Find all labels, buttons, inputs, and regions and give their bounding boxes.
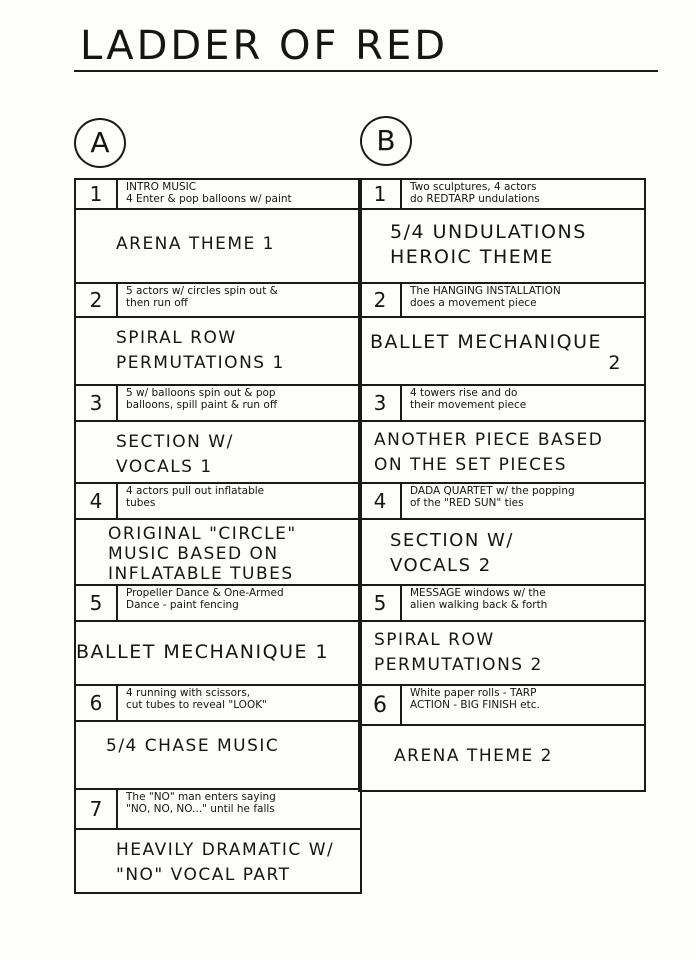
a-theme-row-4	[76, 520, 360, 586]
column-a-table	[74, 178, 362, 894]
b-theme-row-6	[360, 726, 644, 792]
b-theme-number: 2	[608, 352, 622, 374]
b-cue-number: 2	[360, 284, 402, 316]
b-cue-row-6	[360, 686, 644, 726]
b-cue-description: MESSAGE windows w/ the alien walking back & forth	[410, 587, 548, 611]
b-theme-text: BALLET MECHANIQUE	[370, 331, 602, 353]
a-theme-row-2	[76, 318, 360, 386]
title-underline	[74, 70, 658, 72]
b-theme-row-2	[360, 318, 644, 386]
a-cue-row-7	[76, 790, 360, 830]
page-title: LADDER OF RED	[80, 23, 449, 69]
a-cue-number: 6	[76, 686, 118, 720]
a-theme-row-6	[76, 722, 360, 790]
b-theme-row-1	[360, 210, 644, 284]
column-a-label: A	[90, 126, 110, 159]
a-cue-description: 5 actors w/ circles spin out & then run off	[126, 285, 278, 309]
b-theme-row-5	[360, 622, 644, 686]
b-theme-text: ARENA THEME 2	[394, 746, 553, 766]
a-cue-number: 2	[76, 284, 118, 316]
b-cue-row-3	[360, 386, 644, 422]
a-theme-row-1	[76, 210, 360, 284]
a-cue-row-4	[76, 484, 360, 520]
a-theme-text: HEAVILY DRAMATIC W/ "NO" VOCAL PART	[116, 840, 335, 885]
b-cue-description: White paper rolls - TARP ACTION - BIG FINISH etc.	[410, 687, 540, 711]
b-theme-row-4	[360, 520, 644, 586]
b-theme-text: ANOTHER PIECE BASED ON THE SET PIECES	[374, 430, 604, 475]
a-cue-row-6	[76, 686, 360, 722]
b-cue-description: 4 towers rise and do their movement piece	[410, 387, 527, 411]
b-theme-text: SECTION W/ VOCALS 2	[390, 530, 514, 576]
a-cue-description: The "NO" man enters saying "NO, NO, NO..." until he falls	[126, 791, 276, 815]
a-cue-number: 1	[76, 180, 118, 208]
b-cue-row-4	[360, 484, 644, 520]
column-a-circle	[74, 118, 126, 168]
a-cue-row-2	[76, 284, 360, 318]
a-theme-text: ARENA THEME 1	[116, 234, 275, 254]
a-cue-number: 4	[76, 484, 118, 518]
a-theme-text: ORIGINAL "CIRCLE" MUSIC BASED ON INFLATABLE TUBES	[108, 524, 297, 584]
a-theme-row-7	[76, 830, 360, 894]
b-cue-row-1	[360, 180, 644, 210]
b-cue-number: 6	[360, 686, 402, 724]
column-b-label: B	[376, 124, 396, 157]
a-theme-text: BALLET MECHANIQUE 1	[76, 641, 330, 663]
b-theme-row-3	[360, 422, 644, 484]
b-cue-description: Two sculptures, 4 actors do REDTARP undulations	[410, 181, 540, 205]
b-cue-number: 4	[360, 484, 402, 518]
b-cue-row-5	[360, 586, 644, 622]
b-cue-row-2	[360, 284, 644, 318]
a-cue-number: 7	[76, 790, 118, 828]
column-b-table	[358, 178, 646, 792]
a-cue-description: 4 running with scissors, cut tubes to reveal "LOOK"	[126, 687, 267, 711]
a-cue-row-5	[76, 586, 360, 622]
a-cue-number: 3	[76, 386, 118, 420]
a-cue-row-1	[76, 180, 360, 210]
a-theme-row-5	[76, 622, 360, 686]
a-theme-text: 5/4 CHASE MUSIC	[106, 736, 280, 756]
b-theme-text: SPIRAL ROW PERMUTATIONS 2	[374, 630, 543, 675]
b-cue-number: 3	[360, 386, 402, 420]
a-cue-row-3	[76, 386, 360, 422]
a-theme-row-3	[76, 422, 360, 484]
a-theme-text: SECTION W/ VOCALS 1	[116, 432, 234, 477]
b-cue-number: 1	[360, 180, 402, 208]
a-cue-number: 5	[76, 586, 118, 620]
b-cue-description: DADA QUARTET w/ the popping of the "RED SUN" ties	[410, 485, 575, 509]
a-cue-description: 4 actors pull out inflatable tubes	[126, 485, 265, 509]
a-cue-description: 5 w/ balloons spin out & pop balloons, spill paint & run off	[126, 387, 278, 411]
b-cue-description: The HANGING INSTALLATION does a movement piece	[410, 285, 561, 309]
a-cue-description: Propeller Dance & One-Armed Dance - paint fencing	[126, 587, 284, 611]
b-cue-number: 5	[360, 586, 402, 620]
b-theme-text: 5/4 UNDULATIONS HEROIC THEME	[390, 221, 587, 268]
a-cue-description: INTRO MUSIC 4 Enter & pop balloons w/ paint	[126, 181, 292, 205]
a-theme-text: SPIRAL ROW PERMUTATIONS 1	[116, 328, 285, 373]
column-b-circle	[360, 116, 412, 166]
